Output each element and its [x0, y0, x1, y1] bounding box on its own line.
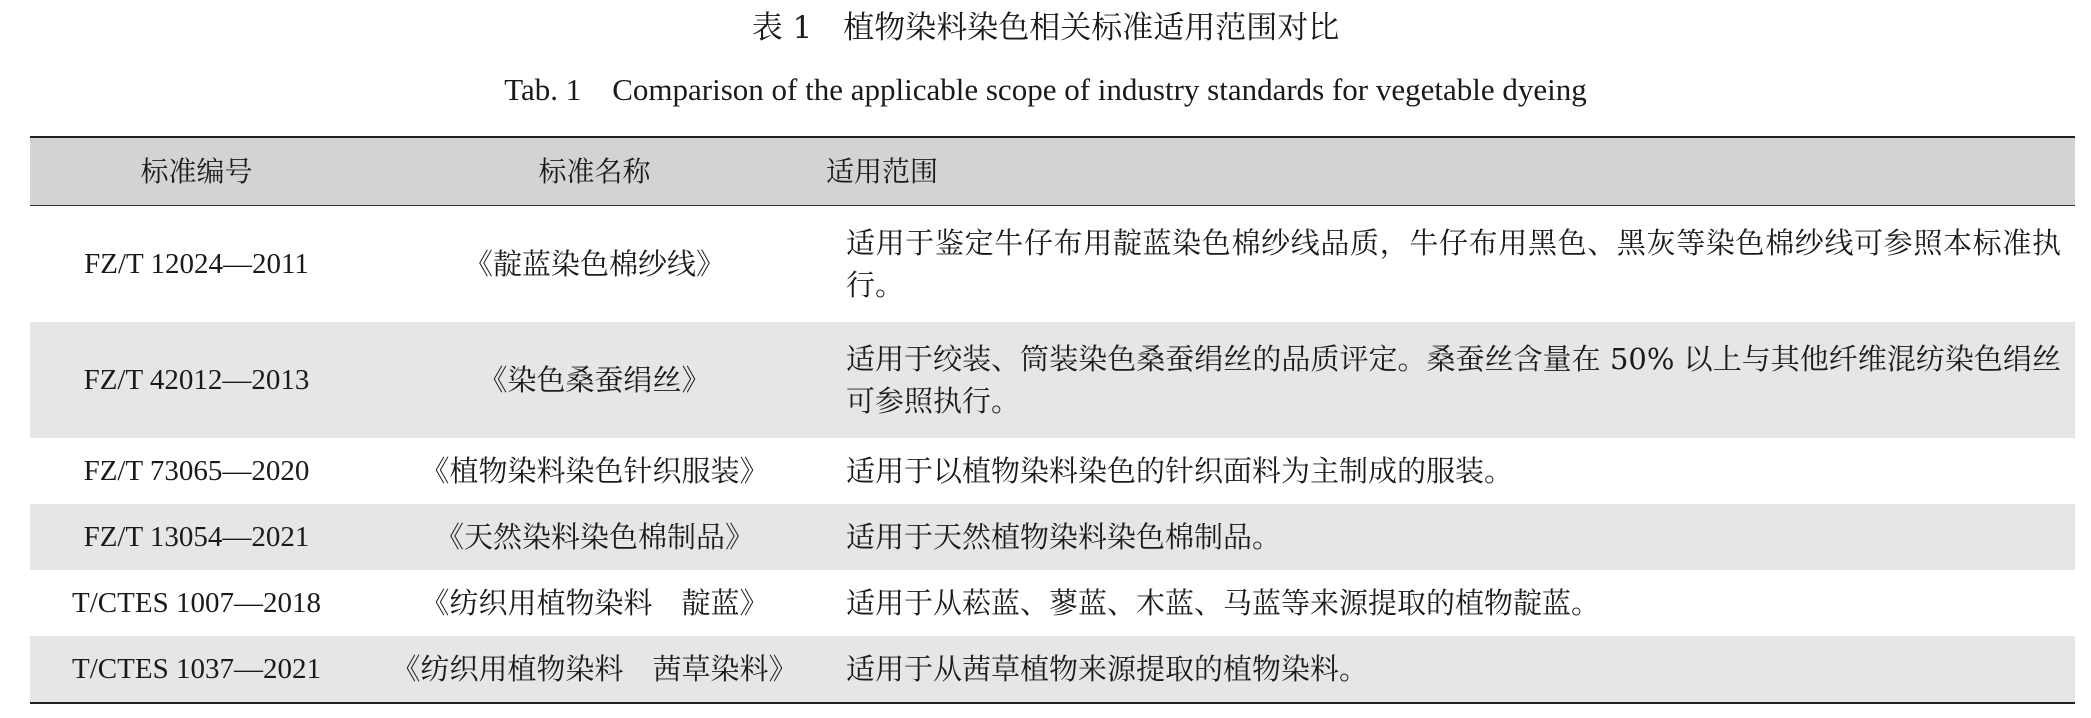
- standard-name-cell: 《植物染料染色针织服装》: [420, 454, 769, 488]
- table-caption-english: Tab. 1 Comparison of the applicable scope of industry standards for vegetable dyeing: [504, 72, 1587, 107]
- table-caption-chinese: 表 1 植物染料染色相关标准适用范围对比: [751, 10, 1340, 46]
- standard-code-cell: FZ/T 42012—2013: [83, 364, 310, 396]
- standard-name-cell: 《天然染料染色棉制品》: [434, 520, 754, 554]
- standard-code-cell: FZ/T 12024—2011: [84, 248, 309, 280]
- table-row: [30, 322, 2075, 438]
- standard-code-cell: FZ/T 73065—2020: [83, 455, 310, 487]
- table-row: [30, 504, 2075, 570]
- table-row: [30, 206, 2075, 322]
- standard-name-cell: 《纺织用植物染料 茜草染料》: [391, 652, 798, 686]
- standard-name-cell: 《染色桑蚕绢丝》: [478, 363, 711, 397]
- applicable-scope-cell: 适用于从茜草植物来源提取的植物染料。: [846, 652, 1369, 686]
- applicable-scope-cell: 适用于以植物染料染色的针织面料为主制成的服装。: [846, 454, 1514, 488]
- standard-name-cell: 《纺织用植物染料 靛蓝》: [420, 586, 769, 620]
- header-standard-name: 标准名称: [538, 154, 651, 188]
- table-header-row: [30, 138, 2075, 206]
- applicable-scope-cell: 适用于从菘蓝、蓼蓝、木蓝、马蓝等来源提取的植物靛蓝。: [846, 586, 1601, 620]
- applicable-scope-cell: 适用于绞装、筒装染色桑蚕绢丝的品质评定。桑蚕丝含量在 50% 以上与其他纤维混纺染色绢丝可参照执行。: [846, 342, 2061, 418]
- standard-code-cell: T/CTES 1007—2018: [72, 587, 321, 619]
- header-standard-code: 标准编号: [140, 154, 253, 188]
- applicable-scope-cell: 适用于天然植物染料染色棉制品。: [846, 520, 1282, 554]
- table-row: [30, 570, 2075, 636]
- standard-name-cell: 《靛蓝染色棉纱线》: [463, 247, 725, 281]
- applicable-scope-cell: 适用于鉴定牛仔布用靛蓝染色棉纱线品质，牛仔布用黑色、黑灰等染色棉纱线可参照本标准执行。: [846, 226, 2061, 302]
- header-applicable-scope: 适用范围: [826, 154, 939, 188]
- standard-code-cell: FZ/T 13054—2021: [83, 521, 310, 553]
- table-row: [30, 636, 2075, 702]
- standards-table: [30, 136, 2075, 704]
- table-row: [30, 438, 2075, 504]
- standard-code-cell: T/CTES 1037—2021: [72, 653, 321, 685]
